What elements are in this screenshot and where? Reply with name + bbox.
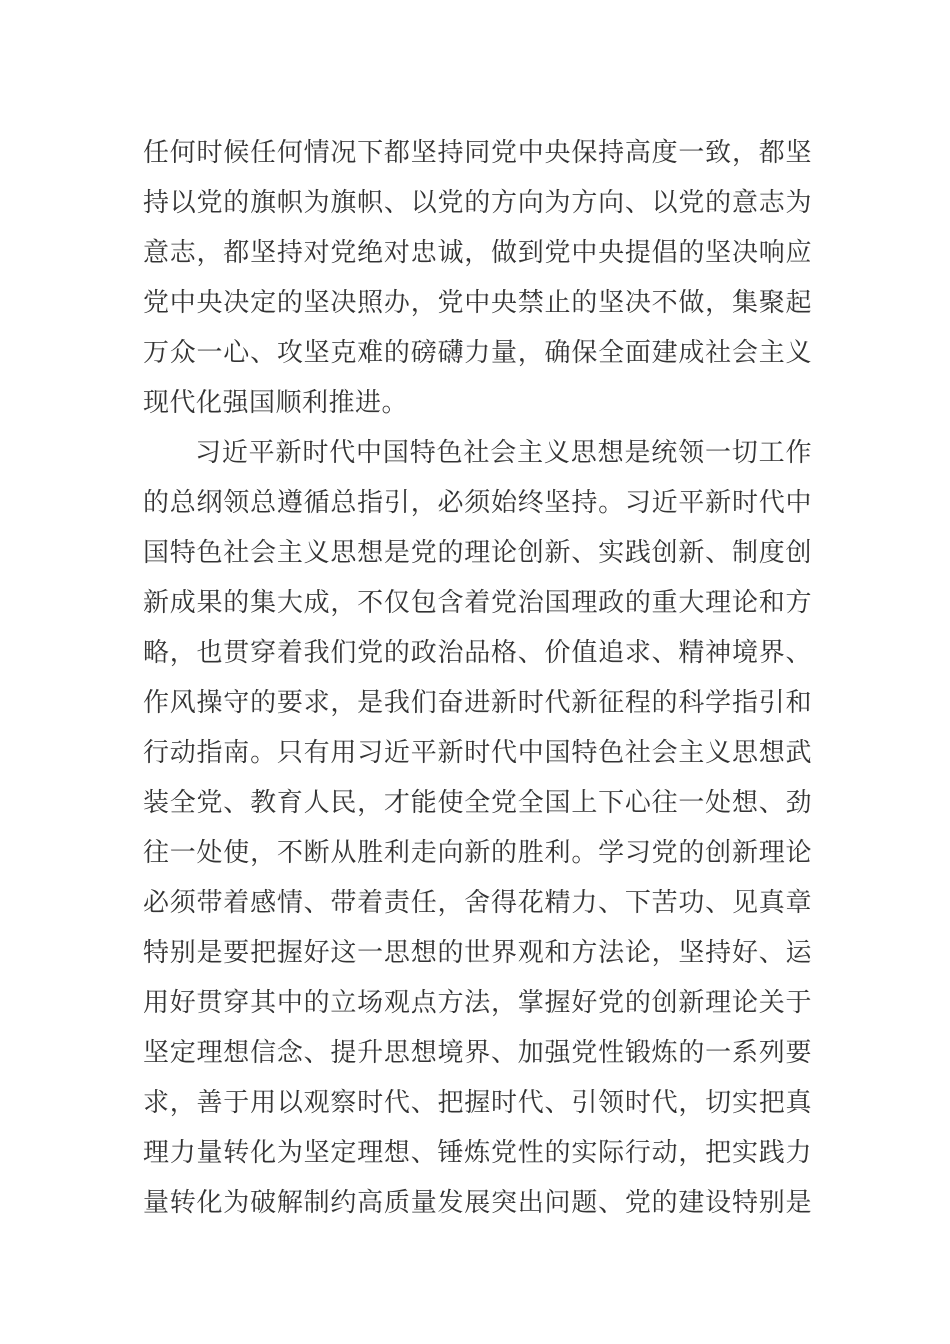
- text-line: 的总纲领总遵循总指引，必须始终坚持。习近平新时代中: [143, 488, 812, 517]
- text-line: 党中央决定的坚决照办，党中央禁止的坚决不做，集聚起: [143, 288, 812, 317]
- paragraph: [143, 128, 812, 428]
- text-line: 理力量转化为坚定理想、锤炼党性的实际行动，把实践力: [143, 1138, 812, 1167]
- text-line: 作风操守的要求，是我们奋进新时代新征程的科学指引和: [143, 688, 812, 717]
- text-line: 持以党的旗帜为旗帜、以党的方向为方向、以党的意志为: [143, 188, 812, 217]
- text-line: 往一处使，不断从胜利走向新的胜利。学习党的创新理论: [143, 838, 812, 867]
- text-line: 必须带着感情、带着责任，舍得花精力、下苦功、见真章: [143, 888, 812, 917]
- text-line: 坚定理想信念、提升思想境界、加强党性锻炼的一系列要: [143, 1038, 812, 1067]
- text-line: 新成果的集大成，不仅包含着党治国理政的重大理论和方: [143, 588, 812, 617]
- paragraph: [143, 428, 812, 1228]
- text-block: [143, 128, 812, 1228]
- text-line: 量转化为破解制约高质量发展突出问题、党的建设特别是: [143, 1188, 812, 1217]
- text-line: 现代化强国顺利推进。: [143, 388, 409, 417]
- text-line: 万众一心、攻坚克难的磅礴力量，确保全面建成社会主义: [143, 338, 812, 367]
- text-line: 特别是要把握好这一思想的世界观和方法论，坚持好、运: [143, 938, 812, 967]
- text-line: 国特色社会主义思想是党的理论创新、实践创新、制度创: [143, 538, 812, 567]
- text-line: 习近平新时代中国特色社会主义思想是统领一切工作: [195, 438, 812, 467]
- text-line: 略，也贯穿着我们党的政治品格、价值追求、精神境界、: [143, 638, 812, 667]
- text-line: 行动指南。只有用习近平新时代中国特色社会主义思想武: [143, 738, 812, 767]
- text-line: 任何时候任何情况下都坚持同党中央保持高度一致，都坚: [143, 138, 812, 167]
- text-line: 意志，都坚持对党绝对忠诚，做到党中央提倡的坚决响应: [143, 238, 812, 267]
- text-line: 求，善于用以观察时代、把握时代、引领时代，切实把真: [143, 1088, 812, 1117]
- text-line: 用好贯穿其中的立场观点方法，掌握好党的创新理论关于: [143, 988, 812, 1017]
- text-line: 装全党、教育人民，才能使全党全国上下心往一处想、劲: [143, 788, 812, 817]
